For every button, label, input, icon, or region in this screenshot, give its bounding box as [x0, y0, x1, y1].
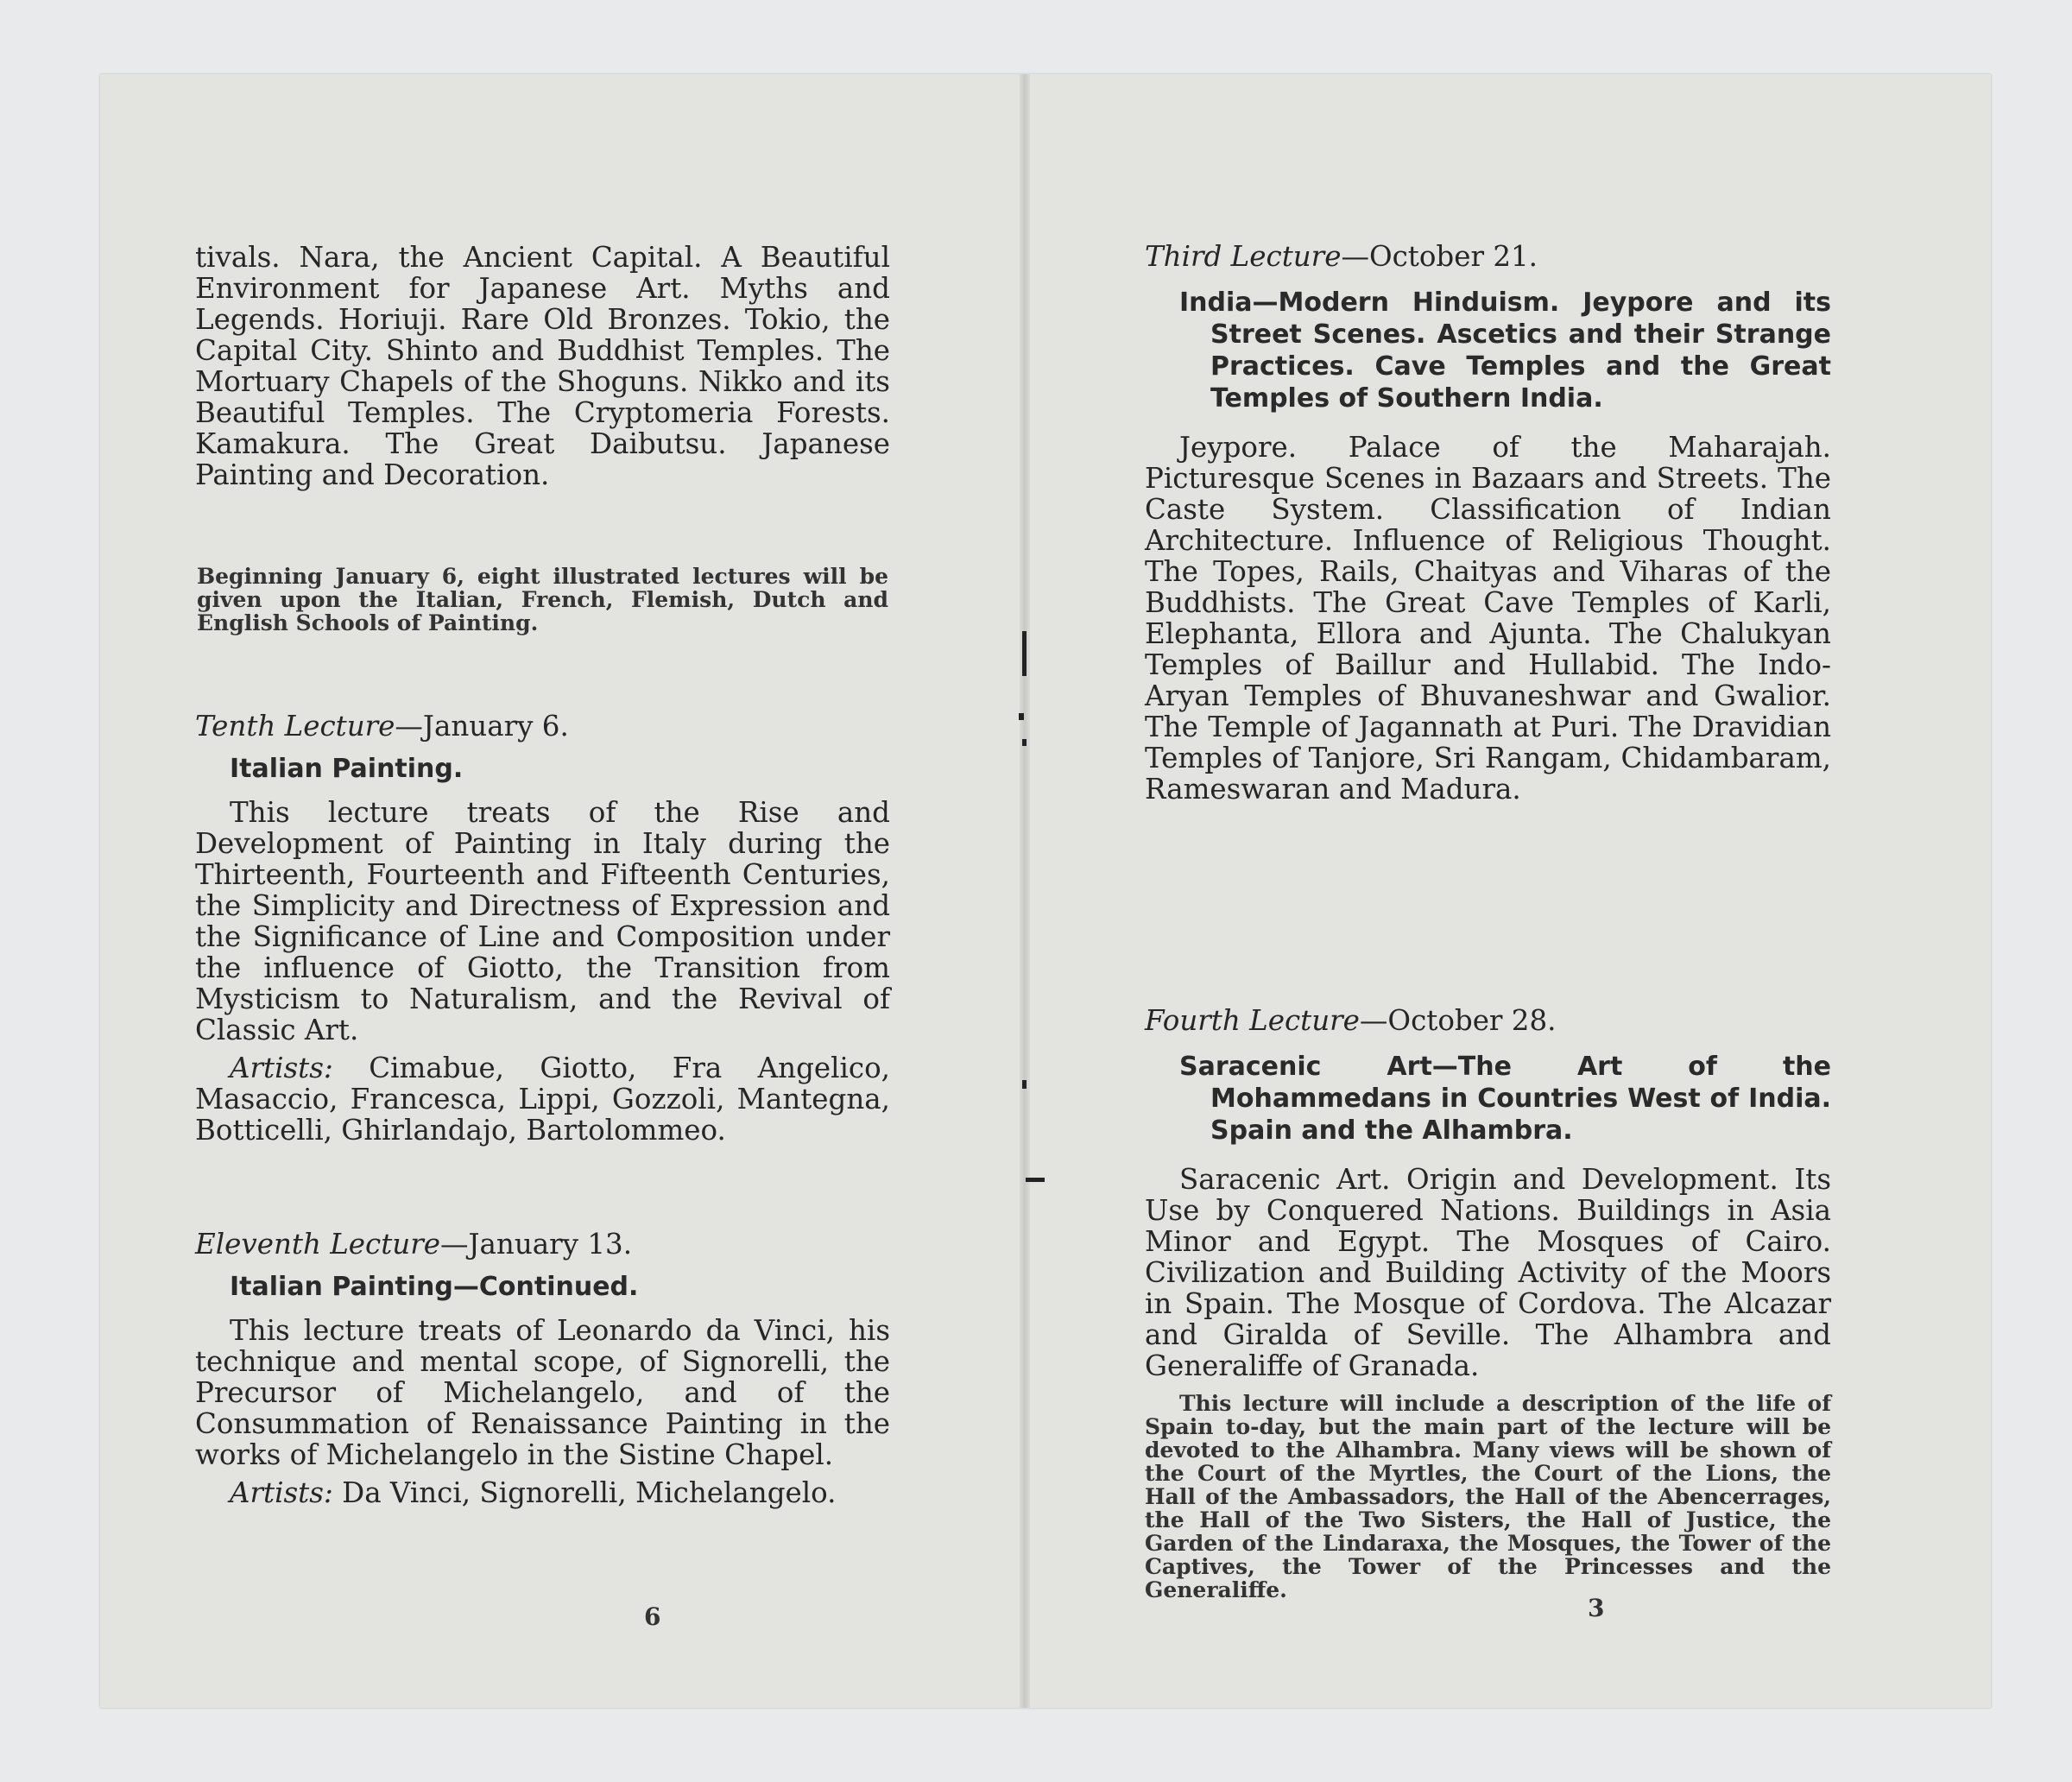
center-gutter	[1020, 74, 1030, 1708]
open-booklet-spread	[100, 74, 1991, 1708]
lecture-note: This lecture will include a description of the life of Spain to-day, but the main part of the lecture will be devoted to the Alhambra. Many views will be shown of the Court of the Myrtles, the Court of the Lions, the Hall of the Ambassadors, the Hall of the Abencerrages, the Hall of the Two Sisters, the Hall of Justice, the Garden of the Lindaraxa, the Mosques, the Tower of the Captives, the Tower of the Princesses and the Generaliffe.	[1145, 1391, 1831, 1602]
lecture-date: —January 13.	[439, 1228, 633, 1261]
lecture-subject: Saracenic Art—The Art of the Mohammedans in Countries West of India. Spain and the Alhambra.	[1179, 1052, 1831, 1146]
lecture-date: —October 21.	[1341, 240, 1538, 273]
lecture-label: Third Lecture	[1145, 240, 1342, 273]
artists-list: Cimabue, Giotto, Fra Angelico, Masaccio, Francesca, Lippi, Gozzoli, Mantegna, Botticelli, Ghirlandajo, Bartolommeo.	[195, 1052, 890, 1147]
lecture-artists	[195, 1477, 890, 1508]
eleventh-lecture-section	[195, 1228, 890, 1508]
lecture-date: —October 28.	[1359, 1004, 1557, 1037]
right-page	[1145, 74, 1831, 1708]
painting-series-notice: Beginning January 6, eight illustrated lectures will be given upon the Italian, French, Flemish, Dutch and English Schools of Painting.	[197, 564, 888, 635]
lecture-subject: Italian Painting—Continued.	[230, 1272, 639, 1302]
binding-mark	[1022, 1080, 1027, 1089]
lecture-heading	[195, 1228, 890, 1261]
artists-list: Da Vinci, Signorelli, Michelangelo.	[332, 1476, 837, 1509]
binding-mark	[1019, 713, 1024, 720]
lecture-heading	[195, 710, 890, 742]
tenth-lecture-section	[195, 710, 890, 1146]
lecture-subject: India—Modern Hinduism. Jeypore and its Street Scenes. Ascetics and their Strange Practices. Cave Temples and the Great Temples of Southern India.	[1179, 288, 1831, 414]
third-lecture-section	[1145, 240, 1831, 805]
page-number: 3	[1588, 1594, 1605, 1622]
artists-label: Artists:	[230, 1052, 333, 1084]
artists-label: Artists:	[230, 1476, 333, 1509]
fourth-lecture-section	[1145, 1004, 1831, 1602]
left-page	[195, 74, 890, 1708]
lecture-heading	[1145, 240, 1831, 273]
lecture-description: Jeypore. Palace of the Maharajah. Picturesque Scenes in Bazaars and Streets. The Caste System. Classification of Indian Architecture. Influence of Religious Thought. The Topes, Rails, Chaityas and Viharas of the Buddhists. The Great Cave Temples of Karli, Elephanta, Ellora and Ajunta. The Chalukyan Temples of Baillur and Hullabid. The Indo-Aryan Temples of Bhuvaneshwar and Gwalior. The Temple of Jagannath at Puri. The Dravidian Temples of Tanjore, Sri Rangam, Chidambaram, Rameswaran and Madura.	[1145, 431, 1831, 806]
page-number: 6	[644, 1602, 661, 1631]
lecture-heading	[1145, 1004, 1831, 1037]
lecture-description: This lecture treats of the Rise and Development of Painting in Italy during the Thirteenth, Fourteenth and Fifteenth Centuries, the Simplicity and Directness of Expression and the Significance of Line and Composition under the influence of Giotto, the Transition from Mysticism to Naturalism, and the Revival of Classic Art.	[195, 796, 890, 1046]
lecture-description: Saracenic Art. Origin and Development. Its Use by Conquered Nations. Buildings in Asia Minor and Egypt. The Mosques of Cairo. Civilization and Building Activity of the Moors in Spain. The Mosque of Cordova. The Alcazar and Giralda of Seville. The Alhambra and Generaliffe of Granada.	[1145, 1163, 1831, 1382]
lecture-label: Eleventh Lecture	[195, 1228, 440, 1261]
binding-mark	[1022, 739, 1027, 746]
lecture-label: Tenth Lecture	[195, 710, 395, 742]
intro-paragraph: tivals. Nara, the Ancient Capital. A Beautiful Environment for Japanese Art. Myths and Legends. Horiuji. Rare Old Bronzes. Tokio, the Capital City. Shinto and Buddhist Temples. The Mortuary Chapels of the Shoguns. Nikko and its Beautiful Temples. The Cryptomeria Forests. Kamakura. The Great Daibutsu. Japanese Painting and Decoration.	[195, 241, 890, 491]
lecture-artists	[195, 1052, 890, 1146]
staple-mark-bottom	[1026, 1178, 1045, 1182]
lecture-description: This lecture treats of Leonardo da Vinci, his technique and mental scope, of Signorelli, the Precursor of Michelangelo, and of the Consummation of Renaissance Painting in the works of Michelangelo in the Sistine Chapel.	[195, 1314, 890, 1471]
lecture-date: —January 6.	[395, 710, 569, 742]
staple-mark-top	[1022, 631, 1027, 676]
lecture-label: Fourth Lecture	[1145, 1004, 1360, 1037]
lecture-subject: Italian Painting.	[230, 754, 464, 784]
